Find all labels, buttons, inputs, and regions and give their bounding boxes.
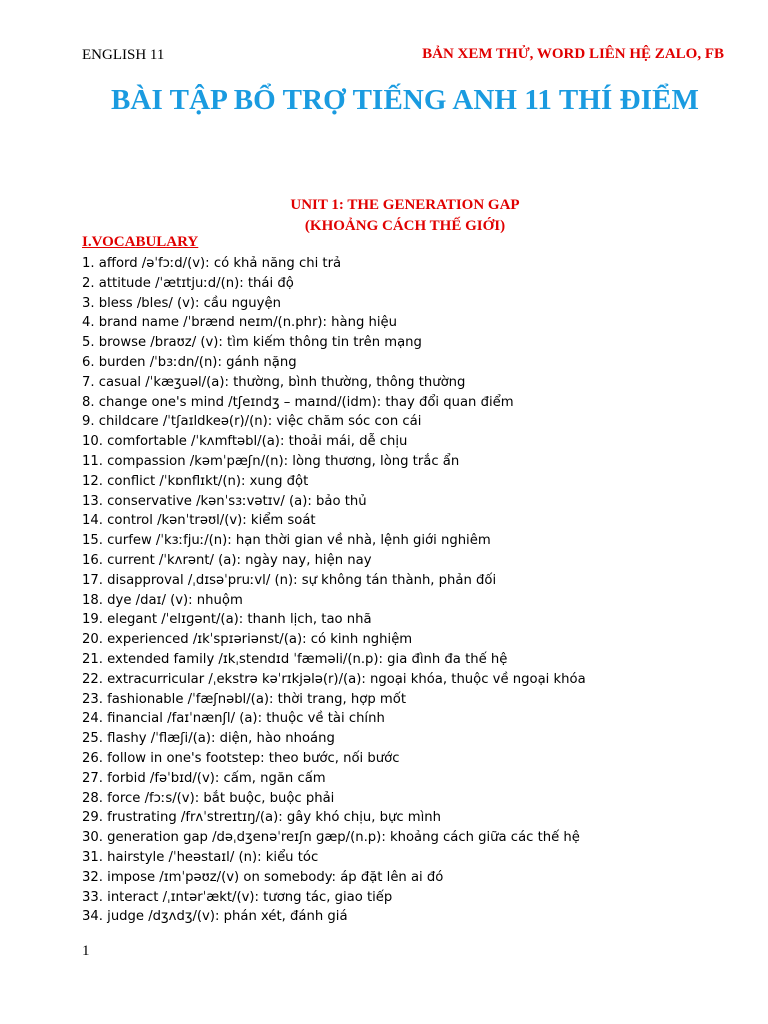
unit-title-line-1: UNIT 1: THE GENERATION GAP <box>290 197 520 213</box>
vocabulary-item: 17. disapproval /ˌdɪsəˈpruːvl/ (n): sự không tán thành, phản đối <box>82 572 497 588</box>
vocabulary-item: 33. interact /ˌɪntərˈækt/(v): tương tác, giao tiếp <box>82 889 393 905</box>
section-heading-vocabulary: I.VOCABULARY <box>82 234 199 250</box>
vocabulary-item: 9. childcare /ˈtʃaɪldkeə(r)/(n): việc chăm sóc con cái <box>82 414 422 430</box>
vocabulary-item: 26. follow in one's footstep: theo bước, nối bước <box>82 750 400 766</box>
vocabulary-item: 5. browse /braʊz/ (v): tìm kiếm thông tin trên mạng <box>82 335 422 351</box>
vocabulary-item: 24. financial /faɪˈnænʃl/ (a): thuộc về tài chính <box>82 711 385 727</box>
vocabulary-item: 23. fashionable /ˈfæʃnəbl/(a): thời trang, hợp mốt <box>82 691 406 707</box>
vocabulary-item: 4. brand name /ˈbrænd neɪm/(n.phr): hàng hiệu <box>82 315 398 331</box>
vocabulary-item: 29. frustrating /frʌˈstreɪtɪŋ/(a): gây khó chịu, bực mình <box>82 810 442 826</box>
vocabulary-item: 22. extracurricular /ˌekstrə kəˈrɪkjələ(r)/(a): ngoại khóa, thuộc về ngoại khóa <box>82 671 586 687</box>
vocabulary-item: 27. forbid /fəˈbɪd/(v): cấm, ngăn cấm <box>82 770 326 786</box>
vocabulary-item: 34. judge /dʒʌdʒ/(v): phán xét, đánh giá <box>82 909 348 925</box>
unit-title <box>0 195 768 237</box>
vocabulary-item: 12. conflict /ˈkɒnflɪkt/(n): xung đột <box>82 473 309 489</box>
vocabulary-item: 7. casual /ˈkæʒuəl/(a): thường, bình thường, thông thường <box>82 374 466 390</box>
vocabulary-item: 3. bless /bles/ (v): cầu nguyện <box>82 295 281 311</box>
vocabulary-item: 13. conservative /kənˈsɜːvətɪv/ (a): bảo thủ <box>82 493 367 509</box>
vocabulary-item: 25. flashy /ˈflæʃi/(a): diện, hào nhoáng <box>82 731 335 747</box>
vocabulary-item: 1. afford /əˈfɔːd/(v): có khả năng chi trả <box>82 256 342 271</box>
vocabulary-list <box>82 254 742 927</box>
vocabulary-item: 32. impose /ɪmˈpəʊz/(v) on somebody: áp đặt lên ai đó <box>82 869 444 885</box>
vocabulary-item: 11. compassion /kəmˈpæʃn/(n): lòng thương, lòng trắc ẩn <box>82 453 460 469</box>
vocabulary-item: 19. elegant /ˈelɪɡənt/(a): thanh lịch, tao nhã <box>82 612 372 628</box>
vocabulary-item: 28. force /fɔːs/(v): bắt buộc, buộc phải <box>82 790 335 806</box>
vocabulary-item: 16. current /ˈkʌrənt/ (a): ngày nay, hiện nay <box>82 552 372 568</box>
header-course-label: ENGLISH 11 <box>82 47 165 63</box>
header-notice: BẢN XEM THỬ, WORD LIÊN HỆ ZALO, FB <box>422 46 724 62</box>
vocabulary-item: 20. experienced /ɪkˈspɪəriənst/(a): có kinh nghiệm <box>82 632 413 648</box>
vocabulary-item: 2. attitude /ˈætɪtjuːd/(n): thái độ <box>82 275 294 291</box>
vocabulary-item: 6. burden /ˈbɜːdn/(n): gánh nặng <box>82 354 297 370</box>
vocabulary-item: 21. extended family /ɪkˌstendɪd ˈfæməli/(n.p): gia đình đa thế hệ <box>82 651 508 667</box>
vocabulary-item: 15. curfew /ˈkɜːfjuː/(n): hạn thời gian về nhà, lệnh giới nghiêm <box>82 533 491 549</box>
vocabulary-item: 10. comfortable /ˈkʌmftəbl/(a): thoải mái, dễ chịu <box>82 434 408 450</box>
unit-title-line-2: (KHOẢNG CÁCH THẾ GIỚI) <box>304 218 506 234</box>
vocabulary-item: 31. hairstyle /ˈheəstaɪl/ (n): kiểu tóc <box>82 849 319 865</box>
page-number: 1 <box>82 943 90 959</box>
vocabulary-item: 30. generation gap /dəˌdʒenəˈreɪʃn ɡæp/(n.p): khoảng cách giữa các thế hệ <box>82 830 580 846</box>
vocabulary-item: 14. control /kənˈtrəʊl/(v): kiểm soát <box>82 513 316 529</box>
vocabulary-item: 18. dye /daɪ/ (v): nhuộm <box>82 592 243 608</box>
vocabulary-item: 8. change one's mind /tʃeɪndʒ – maɪnd/(idm): thay đổi quan điểm <box>82 394 514 410</box>
page-title: BÀI TẬP BỔ TRỢ TIẾNG ANH 11 THÍ ĐIỂM <box>110 84 700 116</box>
